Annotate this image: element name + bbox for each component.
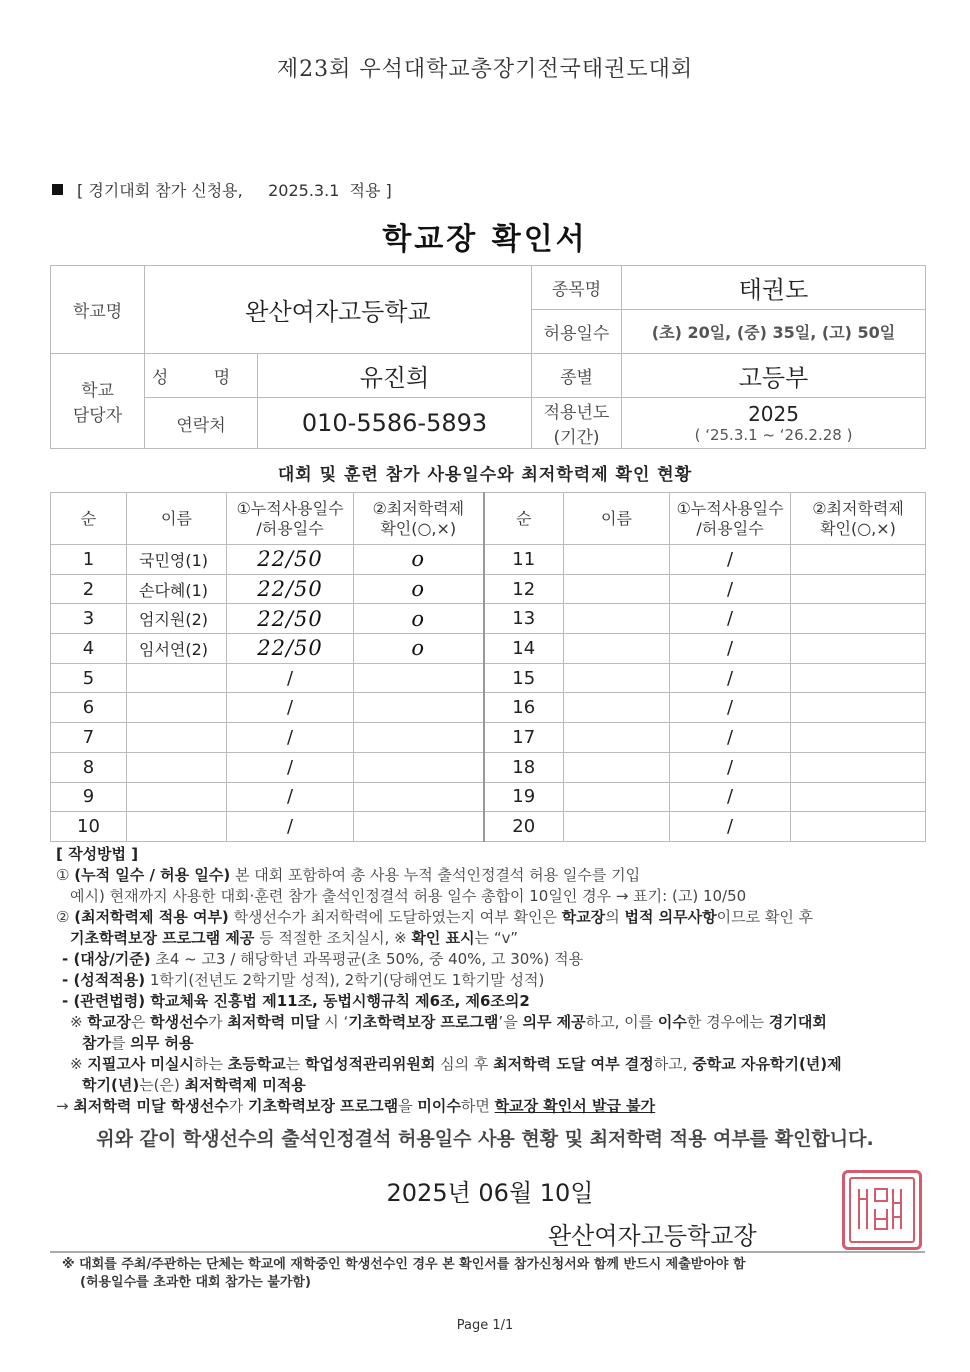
student-name <box>564 634 670 664</box>
note-key: 학교장 <box>561 908 606 926</box>
header-no-right: 순 <box>484 493 564 545</box>
instructions-heading: [ 작성방법 ] <box>56 845 139 863</box>
days-used: / <box>670 693 791 723</box>
note-key: - (관련법령) 학교체육 진흥법 제11조, 동법시행규칙 제6조, 제6조의2 <box>62 992 530 1010</box>
min-academic-check <box>791 634 926 664</box>
row-no: 12 <box>484 574 564 604</box>
note-text: 본 대회 포함하여 총 사용 누적 출석인정결석 허용 일수를 기입 <box>230 866 641 884</box>
table-row <box>51 723 926 753</box>
note-key: 확인 표시 <box>411 929 475 947</box>
note-key: 이수 <box>657 1013 687 1031</box>
note-key: 미이수 <box>417 1097 461 1115</box>
student-name: 손다혜(1) <box>127 574 227 604</box>
note-text: ※ <box>70 1013 88 1031</box>
note-text: 은 <box>130 1013 151 1031</box>
note-text: ※ <box>70 1055 88 1073</box>
manager-label-line2: 담당자 <box>72 406 123 426</box>
header-days-line2: /허용일수 <box>256 518 324 538</box>
row-no: 9 <box>51 782 127 812</box>
document-title: 학교장 확인서 <box>382 222 588 257</box>
table-row <box>51 634 926 664</box>
student-name <box>564 545 670 575</box>
remark-3 <box>56 1096 926 1117</box>
row-no: 17 <box>484 723 564 753</box>
note-key: 최저학력 도달 여부 결정 <box>493 1055 654 1073</box>
note-text: 학생선수가 최저학력에 도달하였는지 여부 확인은 <box>228 908 562 926</box>
student-name <box>127 752 227 782</box>
header-check-line2: 확인(○,×) <box>380 518 457 538</box>
note-1-example: 예시) 현재까지 사용한 대회·훈련 참가 출석인정결석 허용 일수 총합이 10일인 경우 → 표기: (고) 10/50 <box>70 887 747 905</box>
min-academic-check: o <box>354 634 484 664</box>
note-key: 학교장 확인서 발급 불가 <box>494 1097 656 1115</box>
note-text: 시 ‘ <box>319 1013 349 1031</box>
issue-date: 2025년 06월 10일 <box>386 1179 594 1207</box>
event-label: 종목명 <box>532 266 622 310</box>
summary-title: 대회 및 훈련 참가 사용일수와 최저학력제 확인 현황 <box>277 465 693 485</box>
principal-signature: 완산여자고등학교장 <box>548 1222 757 1250</box>
division-value: 고등부 <box>622 354 926 398</box>
table-row <box>51 752 926 782</box>
row-no: 15 <box>484 663 564 693</box>
min-academic-check <box>354 693 484 723</box>
note-key: 지필고사 미실시 <box>87 1055 194 1073</box>
sub-note-grades <box>56 970 926 991</box>
footnote-line-1: ※ 대회를 주최/주관하는 단체는 학교에 재학중인 학생선수인 경우 본 확인서를 참가신청서와 함께 반드시 제출받아야 함 <box>62 1257 746 1272</box>
note-key: 기초학력보장 프로그램 <box>348 1013 499 1031</box>
header-days-right <box>670 493 791 545</box>
student-name <box>564 752 670 782</box>
student-name <box>564 663 670 693</box>
min-academic-check <box>791 574 926 604</box>
min-academic-check: o <box>354 604 484 634</box>
row-no: 20 <box>484 812 564 842</box>
student-name <box>564 782 670 812</box>
bottom-rule <box>50 1251 925 1253</box>
student-name <box>127 723 227 753</box>
header-check-line2: 확인(○,×) <box>820 518 896 538</box>
year-period: ( ‘25.3.1 ~ ‘26.2.28 ) <box>694 426 853 444</box>
min-academic-check <box>354 663 484 693</box>
note-key: 최저학력 미달 학생선수 <box>73 1097 229 1115</box>
table-row <box>51 663 926 693</box>
days-used: / <box>670 545 791 575</box>
student-name: 엄지원(2) <box>127 604 227 634</box>
min-academic-check: o <box>354 545 484 575</box>
header-days-line2: /허용일수 <box>696 518 764 538</box>
remark-1-cont <box>56 1033 926 1054</box>
days-used: / <box>227 752 354 782</box>
min-academic-check <box>791 693 926 723</box>
days-used: 22/50 <box>227 545 354 575</box>
row-no: 4 <box>51 634 127 664</box>
form-note <box>52 178 392 201</box>
note-key: - (성적적용) <box>62 971 146 989</box>
note-text: ’을 <box>498 1013 523 1031</box>
days-used: 22/50 <box>227 604 354 634</box>
days-used: / <box>670 782 791 812</box>
manager-name: 유진희 <box>258 354 532 398</box>
student-name <box>564 723 670 753</box>
note-text: 의 <box>605 908 625 926</box>
row-no: 16 <box>484 693 564 723</box>
note-key: 최저학력제 미적용 <box>184 1076 306 1094</box>
row-no: 18 <box>484 752 564 782</box>
note-text: 을 <box>398 1097 418 1115</box>
remark-1 <box>56 1012 926 1033</box>
note-mark: ② <box>56 908 75 926</box>
row-no: 5 <box>51 663 127 693</box>
min-academic-check <box>791 812 926 842</box>
note-key: 경기대회 <box>768 1013 827 1031</box>
days-used: / <box>670 752 791 782</box>
student-name <box>127 782 227 812</box>
note-key: (누적 일수 / 허용 일수) <box>74 866 231 884</box>
note-key: 중학교 자유학기(년)제 <box>692 1055 842 1073</box>
event-value: 태권도 <box>622 266 926 310</box>
student-name <box>127 812 227 842</box>
table-row <box>51 604 926 634</box>
note-key: 학교장 <box>87 1013 131 1031</box>
form-note-text: [ 경기대회 참가 신청용, 2025.3.1 적용 ] <box>77 181 392 200</box>
seal-pattern-icon <box>845 1173 919 1247</box>
year-value: 2025 <box>748 402 799 426</box>
note-text: 는 “v” <box>474 929 519 947</box>
note-key: 기초학력보장 프로그램 제공 <box>70 929 255 947</box>
note-text: 는(은) <box>139 1076 185 1094</box>
note-key: 참가 <box>82 1034 111 1052</box>
note-text: 1학기(전년도 2학기말 성적), 2학기(당해연도 1학기말 성적) <box>145 971 545 989</box>
note-key: 초등학교 <box>227 1055 286 1073</box>
school-label: 학교명 <box>51 266 145 354</box>
confirmation-statement: 위와 같이 학생선수의 출석인정결석 허용일수 사용 현황 및 최저학력 적용 여부를 확인합니다. <box>96 1128 874 1150</box>
days-used: / <box>227 693 354 723</box>
note-text: 를 <box>110 1034 131 1052</box>
contact-value: 010-5586-5893 <box>258 398 532 449</box>
row-no: 3 <box>51 604 127 634</box>
row-no: 1 <box>51 545 127 575</box>
days-used: / <box>227 723 354 753</box>
days-used: / <box>227 782 354 812</box>
header-days-left <box>227 493 354 545</box>
note-key: 기초학력보장 프로그램 <box>247 1097 399 1115</box>
note-key: 최저학력 미달 <box>227 1013 320 1031</box>
division-label: 종별 <box>532 354 622 398</box>
note-key: 의무 제공 <box>522 1013 586 1031</box>
header-check-right <box>791 493 926 545</box>
year-cell <box>622 398 926 449</box>
remark-2-cont <box>56 1075 926 1096</box>
row-no: 19 <box>484 782 564 812</box>
min-academic-check <box>791 723 926 753</box>
row-no: 8 <box>51 752 127 782</box>
days-used: / <box>227 812 354 842</box>
student-name <box>564 574 670 604</box>
row-no: 11 <box>484 545 564 575</box>
header-name-right: 이름 <box>564 493 670 545</box>
student-name <box>564 812 670 842</box>
note-text: 하면 <box>460 1097 495 1115</box>
student-list-table <box>50 492 926 842</box>
note-key: (최저학력제 적용 여부) <box>74 908 229 926</box>
manager-label <box>51 354 145 449</box>
note-key: 학생선수 <box>150 1013 209 1031</box>
table-row <box>51 545 926 575</box>
min-academic-check <box>354 812 484 842</box>
sub-note-law <box>56 991 926 1012</box>
table-row <box>51 693 926 723</box>
note-text: 하고, <box>653 1055 693 1073</box>
row-no: 10 <box>51 812 127 842</box>
days-used: / <box>670 574 791 604</box>
student-name <box>564 604 670 634</box>
row-no: 13 <box>484 604 564 634</box>
note-mark: ① <box>56 866 75 884</box>
header-days-line1: ①누적사용일수 <box>236 498 344 518</box>
student-name <box>127 663 227 693</box>
school-seal-stamp <box>842 1170 922 1250</box>
days-used: / <box>670 663 791 693</box>
min-academic-check <box>791 604 926 634</box>
footnote-line-2: (허용일수를 초과한 대회 참가는 불가함) <box>80 1275 311 1290</box>
header-name-left: 이름 <box>127 493 227 545</box>
school-info-table <box>50 265 926 449</box>
table-row <box>51 812 926 842</box>
contact-label: 연락처 <box>145 398 258 449</box>
note-text: 는 <box>285 1055 305 1073</box>
student-name: 임서연(2) <box>127 634 227 664</box>
footnote <box>62 1256 932 1292</box>
table-row <box>51 782 926 812</box>
year-label-line2: (기간) <box>553 428 600 448</box>
page-number: Page 1/1 <box>456 1318 514 1333</box>
note-text: 심의 후 <box>435 1055 494 1073</box>
manager-label-line1: 학교 <box>81 381 114 401</box>
year-label-line1: 적용년도 <box>543 403 610 423</box>
student-name <box>127 693 227 723</box>
table-row <box>51 574 926 604</box>
note-text: 하는 <box>194 1055 228 1073</box>
note-key: 학업성적관리위원회 <box>304 1055 436 1073</box>
name-label: 성 명 <box>145 354 258 398</box>
days-used: / <box>670 604 791 634</box>
days-used: / <box>670 812 791 842</box>
note-text: → <box>56 1097 74 1115</box>
student-name: 국민영(1) <box>127 545 227 575</box>
row-no: 7 <box>51 723 127 753</box>
header-no-left: 순 <box>51 493 127 545</box>
note-1 <box>56 865 926 886</box>
note-text: 초4 ~ 고3 / 해당학년 과목평균(초 50%, 중 40%, 고 30%) 적용 <box>150 950 584 968</box>
note-text: 한 경우에는 <box>686 1013 769 1031</box>
note-text: 등 적절한 조치실시, ※ <box>254 929 412 947</box>
note-key: 학기(년) <box>82 1076 140 1094</box>
min-academic-check <box>791 663 926 693</box>
note-key: - (대상/기준) <box>62 950 151 968</box>
remark-2 <box>56 1054 926 1075</box>
square-bullet-icon <box>52 184 63 195</box>
note-2 <box>56 907 926 928</box>
note-text: 하고, 이를 <box>585 1013 658 1031</box>
allowed-days-label: 허용일수 <box>532 310 622 354</box>
min-academic-check <box>354 752 484 782</box>
note-2-cont <box>56 928 926 949</box>
note-text: 가 <box>208 1013 228 1031</box>
header-check-left <box>354 493 484 545</box>
student-name <box>564 693 670 723</box>
sub-note-target <box>56 949 926 970</box>
min-academic-check <box>791 752 926 782</box>
min-academic-check <box>791 782 926 812</box>
days-used: 22/50 <box>227 574 354 604</box>
header-check-line1: ②최저학력제 <box>812 498 904 518</box>
min-academic-check <box>354 782 484 812</box>
row-no: 2 <box>51 574 127 604</box>
header-check-line1: ②최저학력제 <box>372 498 465 518</box>
allowed-days-value: (초) 20일, (중) 35일, (고) 50일 <box>622 310 926 354</box>
min-academic-check <box>791 545 926 575</box>
days-used: / <box>670 723 791 753</box>
min-academic-check <box>354 723 484 753</box>
event-title: 제23회 우석대학교총장기전국태권도대회 <box>276 57 694 82</box>
days-used: / <box>227 663 354 693</box>
note-key: 법적 의무사항 <box>624 908 717 926</box>
header-days-line1: ①누적사용일수 <box>676 498 784 518</box>
note-key: 의무 허용 <box>130 1034 194 1052</box>
note-text: 이므로 확인 후 <box>716 908 814 926</box>
row-no: 6 <box>51 693 127 723</box>
year-label <box>532 398 622 449</box>
note-text: 가 <box>228 1097 248 1115</box>
instructions-section <box>56 844 926 1117</box>
min-academic-check: o <box>354 574 484 604</box>
days-used: / <box>670 634 791 664</box>
row-no: 14 <box>484 634 564 664</box>
school-name: 완산여자고등학교 <box>145 266 532 354</box>
days-used: 22/50 <box>227 634 354 664</box>
